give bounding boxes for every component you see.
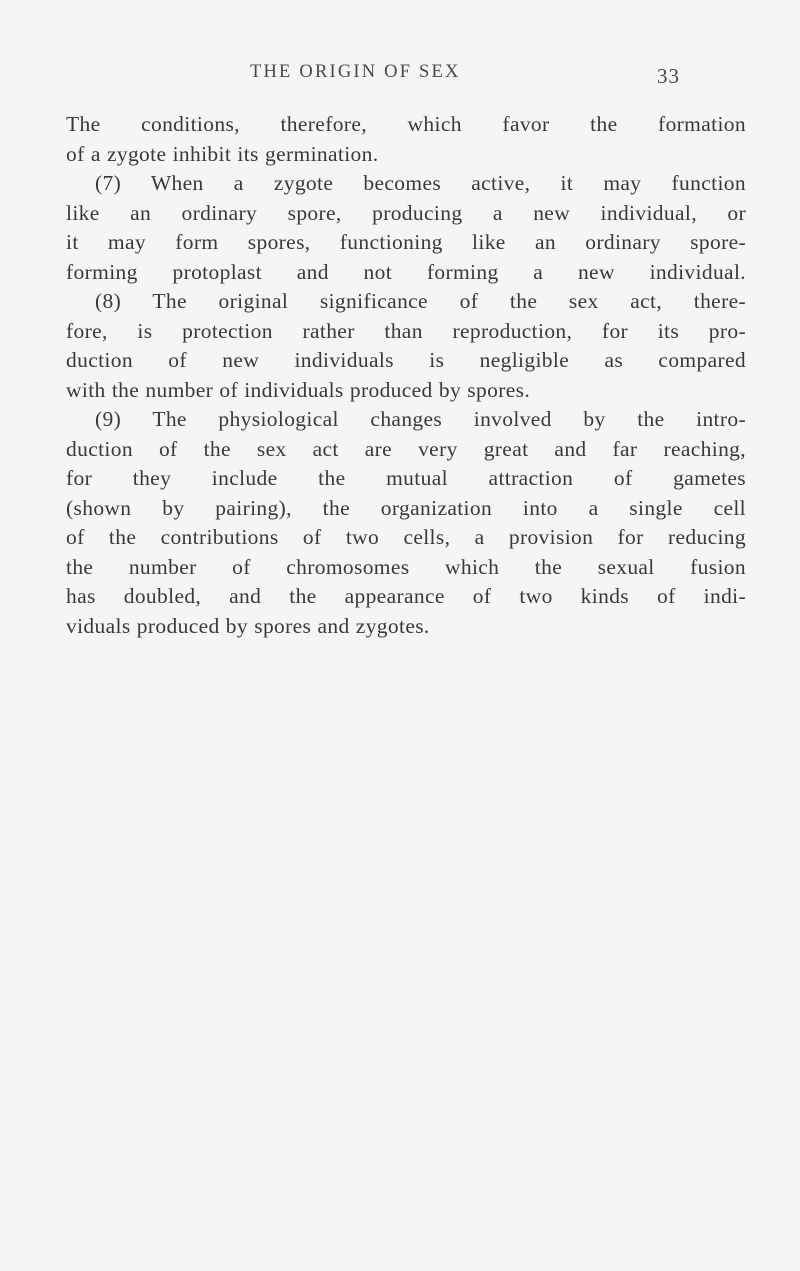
running-head: THE ORIGIN OF SEX [250,62,461,82]
text-line: (shown by pairing), the organization into a single cell [66,495,746,520]
text-line: (7) When a zygote becomes active, it may function [95,171,746,195]
text-line: duction of new individuals is negligible as compared [66,348,746,372]
body-text [66,110,746,641]
page-number: 33 [657,64,680,88]
text-line: has doubled, and the appearance of two kinds of indi- [66,584,746,608]
text-line: like an ordinary spore, producing a new individual, or [66,200,746,225]
text-line: for they include the mutual attraction of gametes [66,466,746,490]
text-line: viduals produced by spores and zygotes. [66,613,430,638]
text-line: forming protoplast and not forming a new individual. [66,259,746,284]
text-line: of a zygote inhibit its germination. [66,141,379,166]
text-line: The conditions, therefore, which favor the formation [66,112,746,136]
text-line: with the number of individuals produced by spores. [66,377,531,402]
text-line: it may form spores, functioning like an ordinary spore- [66,230,746,254]
text-line: of the contributions of two cells, a provision for reducing [66,525,746,549]
text-line: fore, is protection rather than reproduction, for its pro- [66,318,746,343]
text-line: duction of the sex act are very great and far reaching, [66,436,746,461]
text-line: the number of chromosomes which the sexual fusion [66,554,746,579]
text-line: (9) The physiological changes involved by the intro- [95,407,746,431]
text-line: (8) The original significance of the sex act, there- [95,289,746,313]
